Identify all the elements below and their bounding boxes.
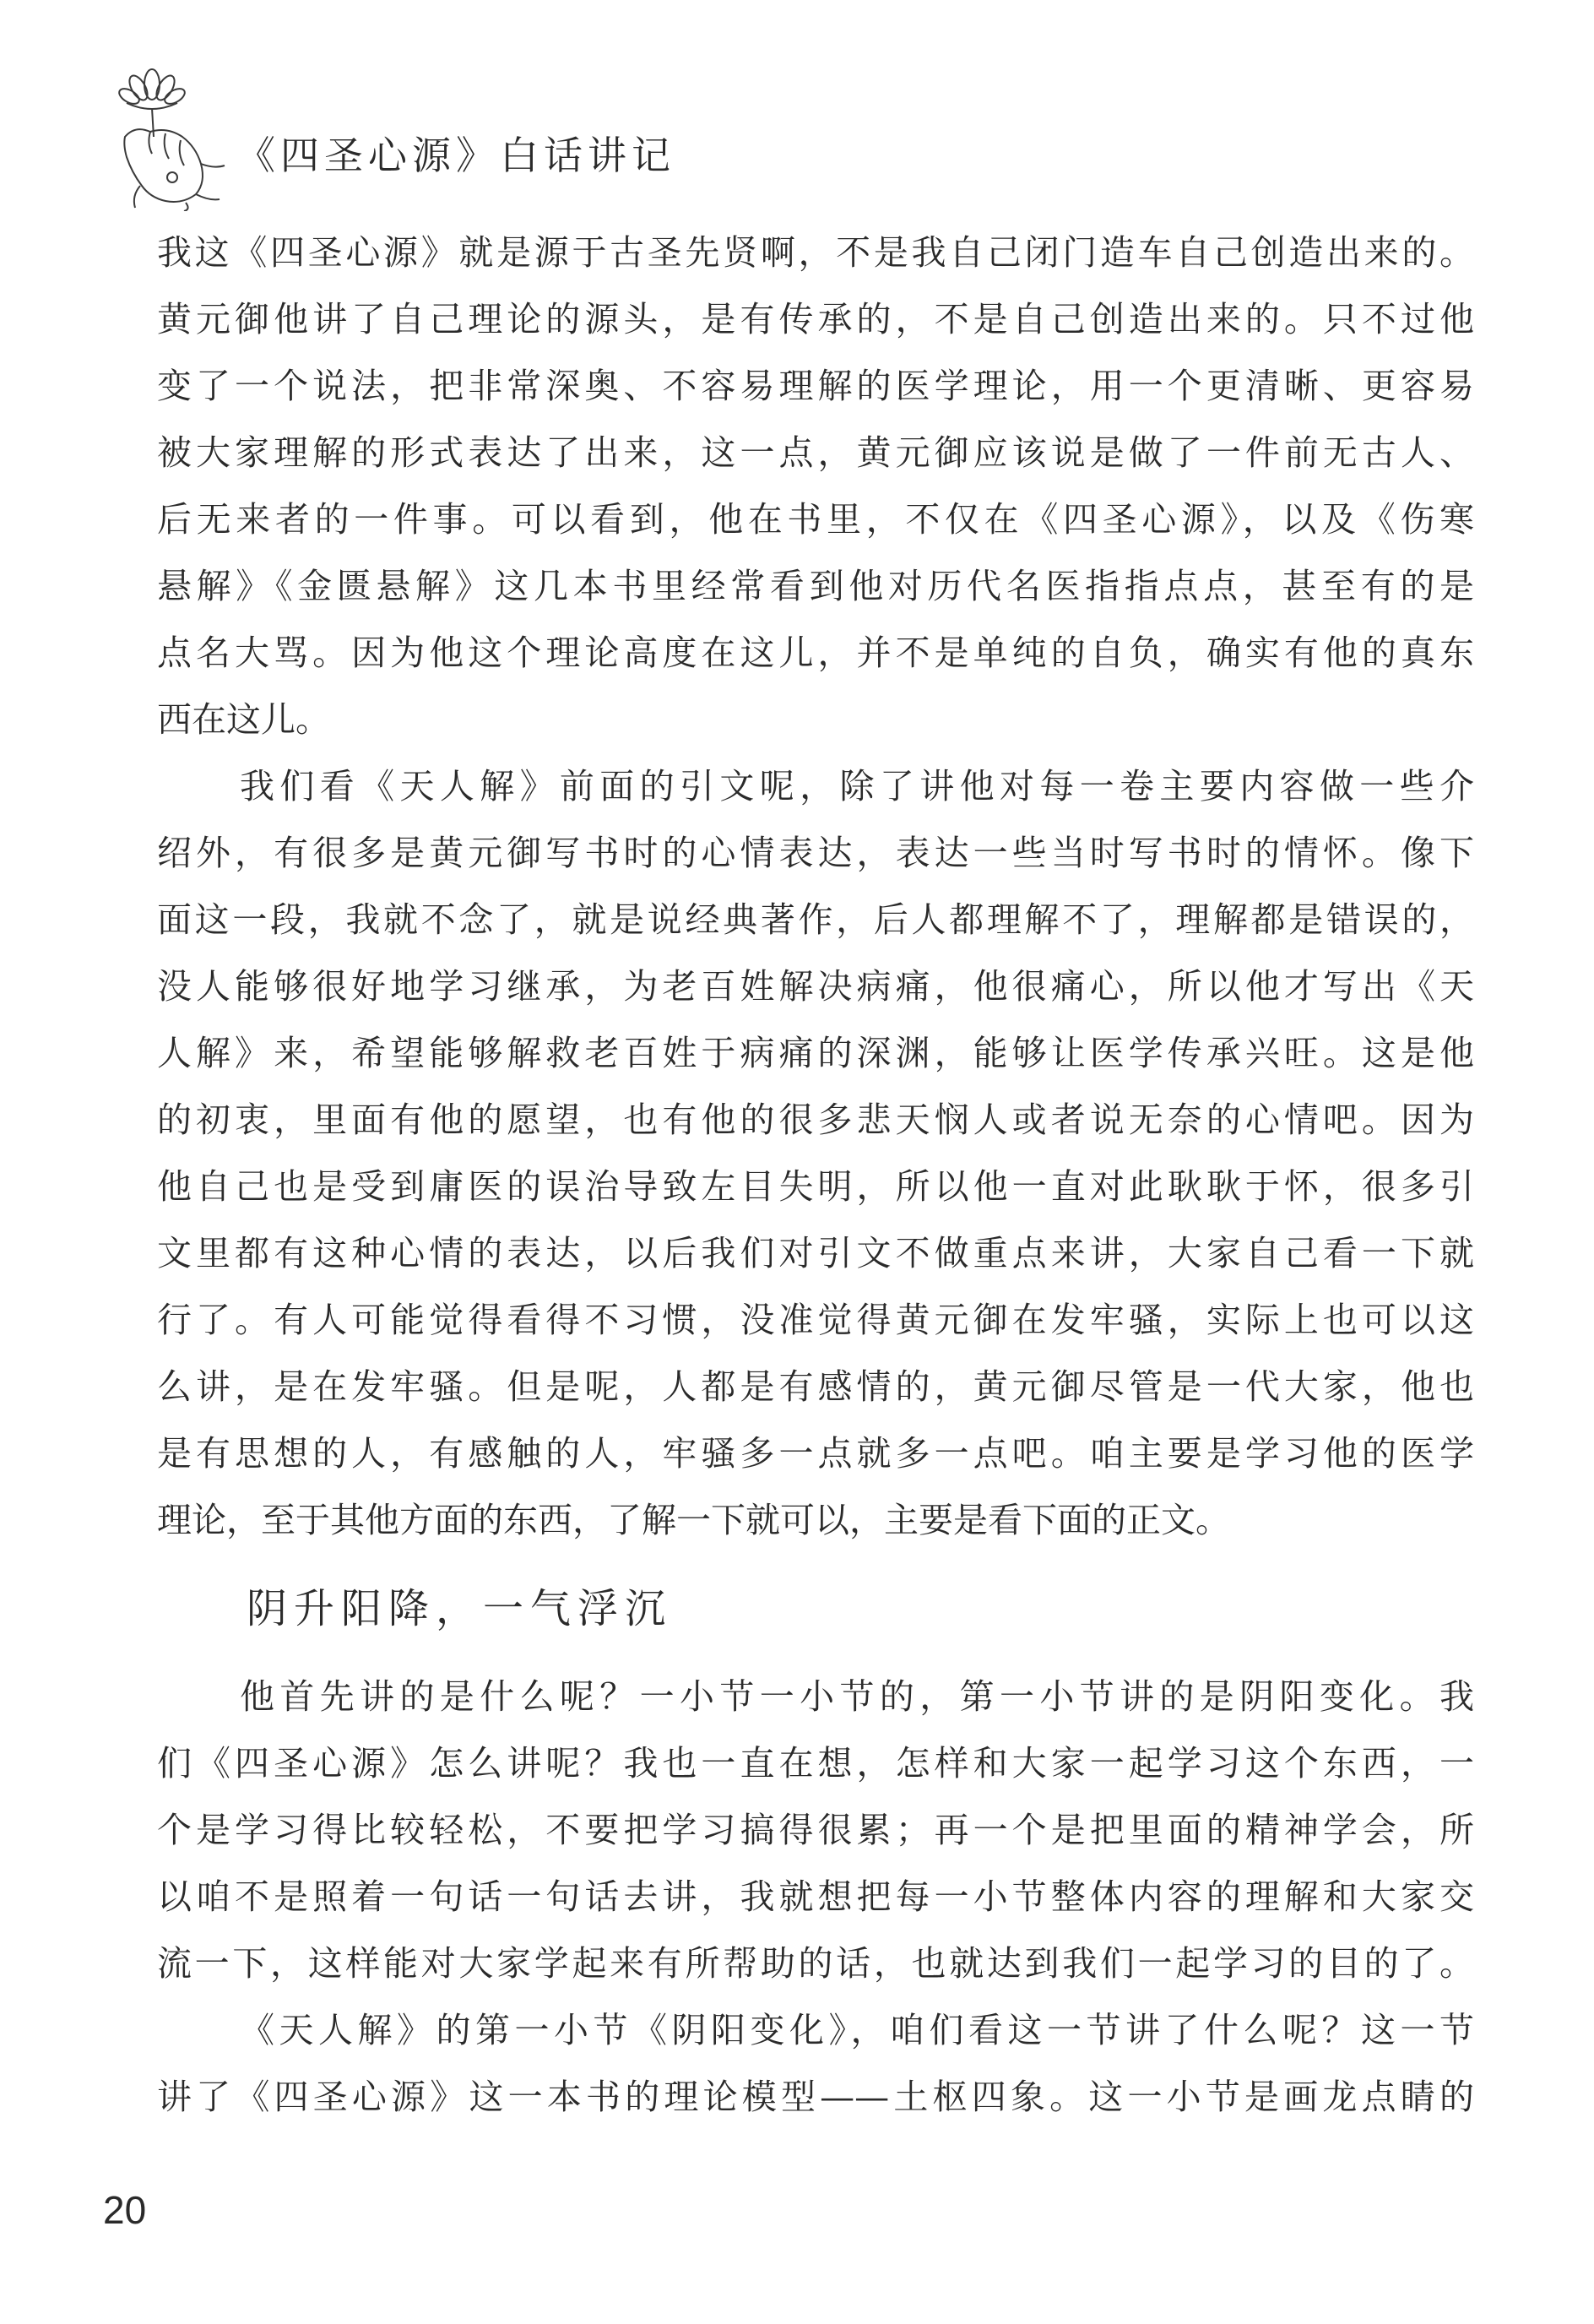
- section-heading: 阴升阳降，一气浮沉: [247, 1585, 673, 1632]
- text-line: 是有思想的人，有感触的人，牢骚多一点就多一点吧。咱主要是学习他的医学: [157, 1433, 1474, 1474]
- paragraph: [157, 753, 1474, 1554]
- text-line: 点名大骂。因为他这个理论高度在这儿，并不是单纯的自负，确实有他的真东: [157, 633, 1474, 673]
- paragraph: [157, 220, 1474, 753]
- text-line: 被大家理解的形式表达了出来，这一点，黄元御应该说是做了一件前无古人、: [157, 432, 1474, 473]
- text-line: 以咱不是照着一句话一句话去讲，我就想把每一小节整体内容的理解和大家交: [157, 1876, 1474, 1917]
- text-line: 讲了《四圣心源》这一本书的理论模型——土枢四象。这一小节是画龙点睛的: [157, 2077, 1474, 2117]
- page-body: [157, 220, 1474, 2131]
- text-line: 么讲，是在发牢骚。但是呢，人都是有感情的，黄元御尽管是一代大家，他也: [157, 1366, 1474, 1407]
- text-line: 我们看《天人解》前面的引文呢，除了讲他对每一卷主要内容做一些介: [240, 766, 1474, 806]
- paragraph: [157, 1664, 1474, 1997]
- text-line: 个是学习得比较轻松，不要把学习搞得很累；再一个是把里面的精神学会，所: [157, 1810, 1474, 1850]
- text-line: 文里都有这种心情的表达，以后我们对引文不做重点来讲，大家自己看一下就: [157, 1233, 1474, 1273]
- text-line: 行了。有人可能觉得看得不习惯，没准觉得黄元御在发牢骚，实际上也可以这: [157, 1300, 1474, 1340]
- page-number: 20: [103, 2188, 147, 2232]
- text-line: 绍外，有很多是黄元御写书时的心情表达，表达一些当时写书时的情怀。像下: [157, 833, 1474, 873]
- text-line: 西在这儿。: [157, 699, 330, 740]
- text-line: 没人能够很好地学习继承，为老百姓解决病痛，他很痛心，所以他才写出《天: [157, 966, 1474, 1007]
- book-title: 《四圣心源》白话讲记: [236, 133, 675, 178]
- text-line: 变了一个说法，把非常深奥、不容易理解的医学理论，用一个更清晰、更容易: [157, 366, 1474, 406]
- text-line: 人解》来，希望能够解救老百姓于病痛的深渊，能够让医学传承兴旺。这是他: [157, 1033, 1474, 1073]
- paragraph: [157, 1997, 1474, 2131]
- running-header: [101, 59, 861, 220]
- text-line: 后无来者的一件事。可以看到，他在书里，不仅在《四圣心源》，以及《伤寒: [157, 499, 1474, 540]
- text-line: 他首先讲的是什么呢？一小节一小节的，第一小节讲的是阴阳变化。我: [240, 1676, 1474, 1717]
- text-line: 们《四圣心源》怎么讲呢？我也一直在想，怎样和大家一起学习这个东西，一: [157, 1743, 1474, 1784]
- text-line: 悬解》《金匮悬解》这几本书里经常看到他对历代名医指指点点，甚至有的是: [157, 566, 1474, 606]
- lotus-hand-icon: [101, 59, 236, 211]
- text-line: 黄元御他讲了自己理论的源头，是有传承的，不是自己创造出来的。只不过他: [157, 299, 1474, 339]
- text-line: 流一下，这样能对大家学起来有所帮助的话，也就达到我们一起学习的目的了。: [157, 1943, 1474, 1984]
- text-line: 我这《四圣心源》就是源于古圣先贤啊，不是我自己闭门造车自己创造出来的。: [157, 232, 1474, 273]
- text-line: 理论，至于其他方面的东西，了解一下就可以，主要是看下面的正文。: [157, 1500, 1230, 1540]
- text-line: 《天人解》的第一小节《阴阳变化》，咱们看这一节讲了什么呢？这一节: [240, 2010, 1474, 2050]
- text-line: 的初衷，里面有他的愿望，也有他的很多悲天悯人或者说无奈的心情吧。因为: [157, 1100, 1474, 1140]
- text-line: 面这一段，我就不念了，就是说经典著作，后人都理解不了，理解都是错误的，: [157, 899, 1474, 940]
- text-line: 他自己也是受到庸医的误治导致左目失明，所以他一直对此耿耿于怀，很多引: [157, 1166, 1474, 1207]
